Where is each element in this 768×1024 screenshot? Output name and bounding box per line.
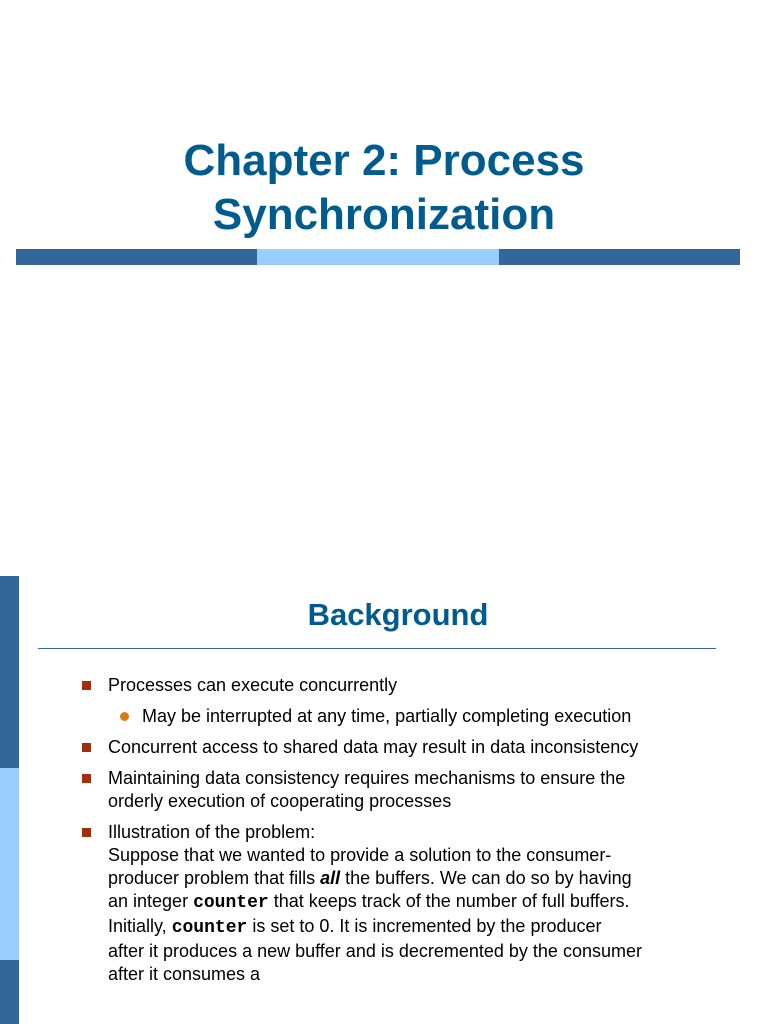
illustration-label: Illustration of the problem: <box>108 822 316 842</box>
illustration-text-4: is set to 0. It is incremented by the producer after it produces a new buffer and is decremented by the consumer after it consumes a <box>108 916 642 984</box>
square-bullet-icon <box>82 774 91 783</box>
background-heading: Background <box>307 597 489 632</box>
illustration-text-3: that keeps track of the number of full buffers. Initially, <box>108 891 630 936</box>
sub-bullet-item <box>108 705 642 728</box>
divider-segment-right <box>499 249 740 265</box>
slide-side-bar <box>0 576 19 1024</box>
square-bullet-icon <box>82 681 91 690</box>
square-bullet-icon <box>82 743 91 752</box>
chapter-title-line-2: Synchronization <box>212 190 556 239</box>
bullet-item <box>82 767 642 813</box>
chapter-title <box>0 134 768 242</box>
code-counter-2: counter <box>171 918 248 938</box>
emphasis-all: all <box>320 868 341 888</box>
illustration-text-1: Suppose that we wanted to provide a solution to the consumer-producer problem that fills <box>108 845 612 888</box>
bullet-item <box>82 674 642 728</box>
bullet-item-illustration <box>82 821 642 986</box>
sub-bullet-text: May be interrupted at any time, partially completing execution <box>142 706 632 726</box>
slide-content <box>82 674 642 994</box>
side-bar-segment-bottom <box>0 960 19 1024</box>
title-divider-bar <box>16 249 740 265</box>
round-bullet-icon <box>120 712 129 721</box>
side-bar-segment-top <box>0 576 19 768</box>
bullet-item <box>82 736 642 759</box>
bullet-text: Concurrent access to shared data may result in data inconsistency <box>108 737 639 757</box>
divider-segment-middle <box>257 249 498 265</box>
code-counter-1: counter <box>193 893 269 913</box>
bullet-text: Maintaining data consistency requires mechanisms to ensure the orderly execution of cooperating processes <box>108 768 626 811</box>
illustration-paragraph <box>108 844 642 986</box>
bullet-text: Processes can execute concurrently <box>108 675 398 695</box>
divider-segment-left <box>16 249 257 265</box>
illustration-text-2: the buffers. We can do so by having an integer <box>108 868 632 911</box>
side-bar-segment-middle <box>0 768 19 960</box>
square-bullet-icon <box>82 828 91 837</box>
heading-rule <box>38 648 716 649</box>
chapter-title-line-1: Chapter 2: Process <box>183 136 585 185</box>
